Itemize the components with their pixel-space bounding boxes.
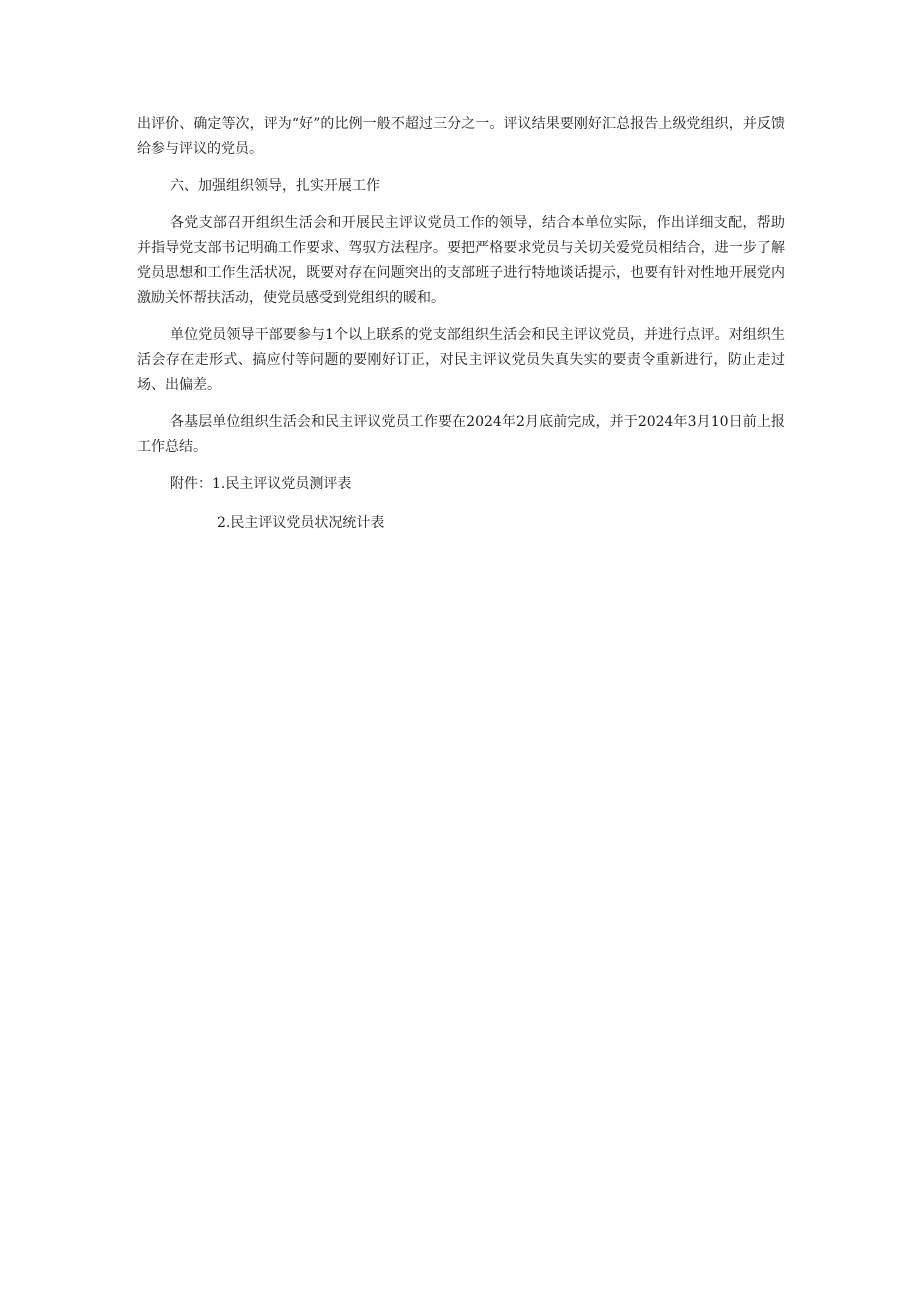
document-body <box>137 112 785 536</box>
paragraph-leadership: 各党支部召开组织生活会和开展民主评议党员工作的领导，结合本单位实际，作出详细支配，帮助并指导党支部书记明确工作要求、驾驭方法程序。要把严格要求党员与关切关爱党员相结合，进一步了解党员思想和工作生活状况，既要对存在问题突出的支部班子进行特地谈话提示，也要有针对性地开展党内激励关怀帮扶活动，使党员感受到党组织的暖和。 <box>137 215 785 306</box>
section-heading-six: 六、加强组织领导，扎实开展工作 <box>170 178 380 194</box>
paragraph-deadline: 各基层单位组织生活会和民主评议党员工作要在2024年2月底前完成，并于2024年3月10日前上报工作总结。 <box>137 414 785 455</box>
attachment-item-1: 附件：1.民主评议党员测评表 <box>170 476 352 492</box>
paragraph-evaluation-continued: 出评价、确定等次，评为“好”的比例一般不超过三分之一。评议结果要刚好汇总报告上级党组织，并反馈给参与评议的党员。 <box>137 116 785 157</box>
paragraph-leader-participation: 单位党员领导干部要参与1个以上联系的党支部组织生活会和民主评议党员，并进行点评。对组织生活会存在走形式、搞应付等问题的要刚好订正，对民主评议党员失真失实的要责令重新进行，防止走过场、出偏差。 <box>137 327 785 393</box>
attachment-item-2: 2.民主评议党员状况统计表 <box>217 515 385 531</box>
